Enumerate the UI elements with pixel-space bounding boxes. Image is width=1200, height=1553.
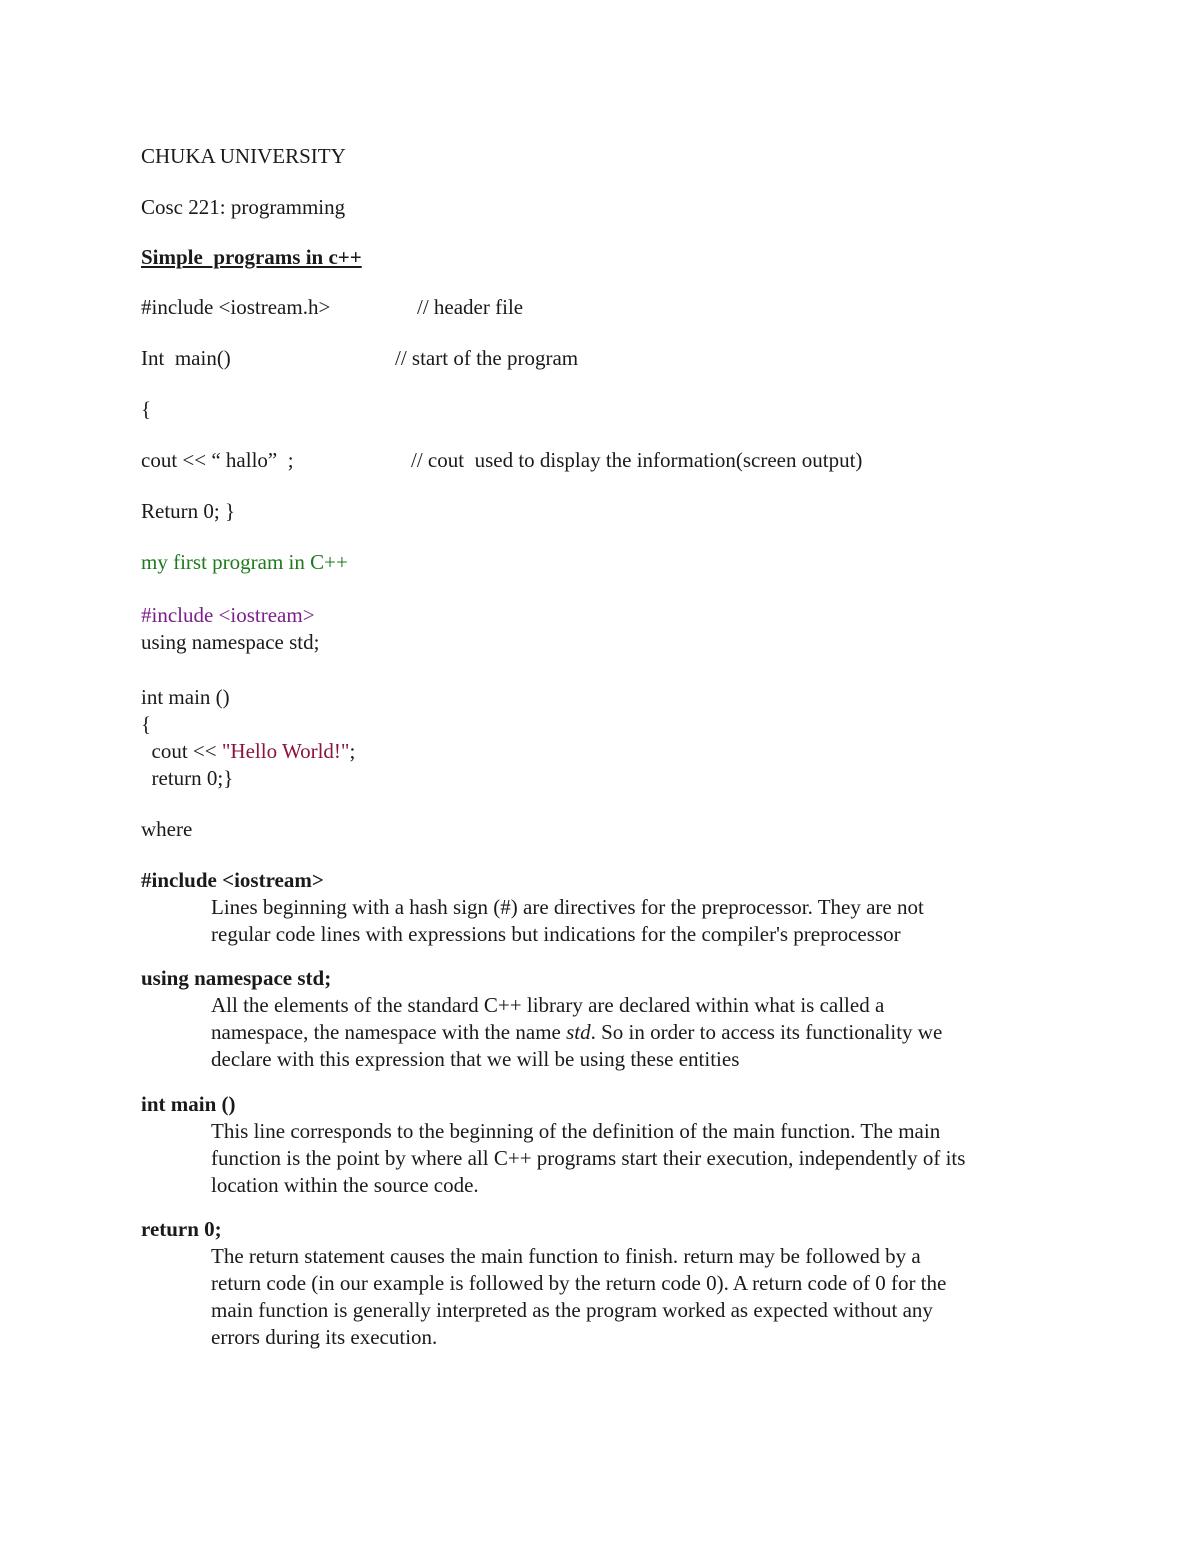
explanation-line: All the elements of the standard C++ library are declared within what is called a bbox=[211, 993, 885, 1017]
term-int-main: int main () bbox=[141, 1092, 236, 1116]
section-title: Simple programs in c++ bbox=[141, 245, 362, 269]
example2-using: using namespace std; bbox=[141, 630, 320, 654]
example1-line1-code: #include <iostream.h> bbox=[141, 295, 331, 319]
example1-line4-code: cout << “ hallo” ; bbox=[141, 448, 294, 472]
explanation-line: errors during its execution. bbox=[211, 1325, 438, 1349]
explanation-line: main function is generally interpreted as the program worked as expected without any bbox=[211, 1298, 933, 1322]
example2-include: #include <iostream> bbox=[141, 603, 315, 627]
explanation-line: location within the source code. bbox=[211, 1173, 479, 1197]
explanation-line: return code (in our example is followed by the return code 0). A return code of 0 for the bbox=[211, 1271, 947, 1295]
term-include: #include <iostream> bbox=[141, 868, 324, 892]
example2-cout-suffix: ; bbox=[349, 739, 356, 763]
explanation-int-main bbox=[211, 1118, 1071, 1199]
example2-return: return 0;} bbox=[141, 766, 234, 790]
example1-line4-comment: // cout used to display the information(screen output) bbox=[411, 448, 863, 472]
explanation-italic-std: std bbox=[566, 1020, 591, 1044]
example2-cout-string: "Hello World!" bbox=[221, 739, 350, 763]
example2-main: int main () bbox=[141, 685, 230, 709]
university-name: CHUKA UNIVERSITY bbox=[141, 144, 346, 168]
term-using-namespace: using namespace std; bbox=[141, 966, 332, 990]
example1-line3-code: { bbox=[141, 397, 152, 421]
example2-cout-line bbox=[141, 738, 355, 765]
explanation-text: . So in order to access its functionality we bbox=[590, 1020, 943, 1044]
explanation-include bbox=[211, 894, 1071, 948]
explanation-line: The return statement causes the main function to finish. return may be followed by a bbox=[211, 1244, 921, 1268]
where-label: where bbox=[141, 817, 193, 841]
explanation-using-namespace bbox=[211, 992, 1071, 1073]
explanation-line: This line corresponds to the beginning of the definition of the main function. The main bbox=[211, 1119, 941, 1143]
example1-line2-code: Int main() bbox=[141, 346, 231, 370]
explanation-line: declare with this expression that we will be using these entities bbox=[211, 1047, 740, 1071]
explanation-text: namespace, the namespace with the name bbox=[211, 1020, 567, 1044]
explanation-line: regular code lines with expressions but indications for the compiler's preprocessor bbox=[211, 922, 901, 946]
explanation-line: function is the point by where all C++ programs start their execution, independently of its bbox=[211, 1146, 966, 1170]
example2-cout-prefix: cout << bbox=[141, 739, 222, 763]
example1-line1-comment: // header file bbox=[417, 295, 524, 319]
course-title: Cosc 221: programming bbox=[141, 195, 346, 219]
explanation-line-mixed bbox=[211, 1019, 1071, 1046]
example1-line5-code: Return 0; } bbox=[141, 499, 236, 523]
explanation-line: Lines beginning with a hash sign (#) are directives for the preprocessor. They are not bbox=[211, 895, 924, 919]
example2-open-brace: { bbox=[141, 712, 152, 736]
example1-line2-comment: // start of the program bbox=[395, 346, 579, 370]
example2-title: my first program in C++ bbox=[141, 550, 348, 574]
term-return: return 0; bbox=[141, 1217, 222, 1241]
explanation-return bbox=[211, 1243, 1071, 1351]
